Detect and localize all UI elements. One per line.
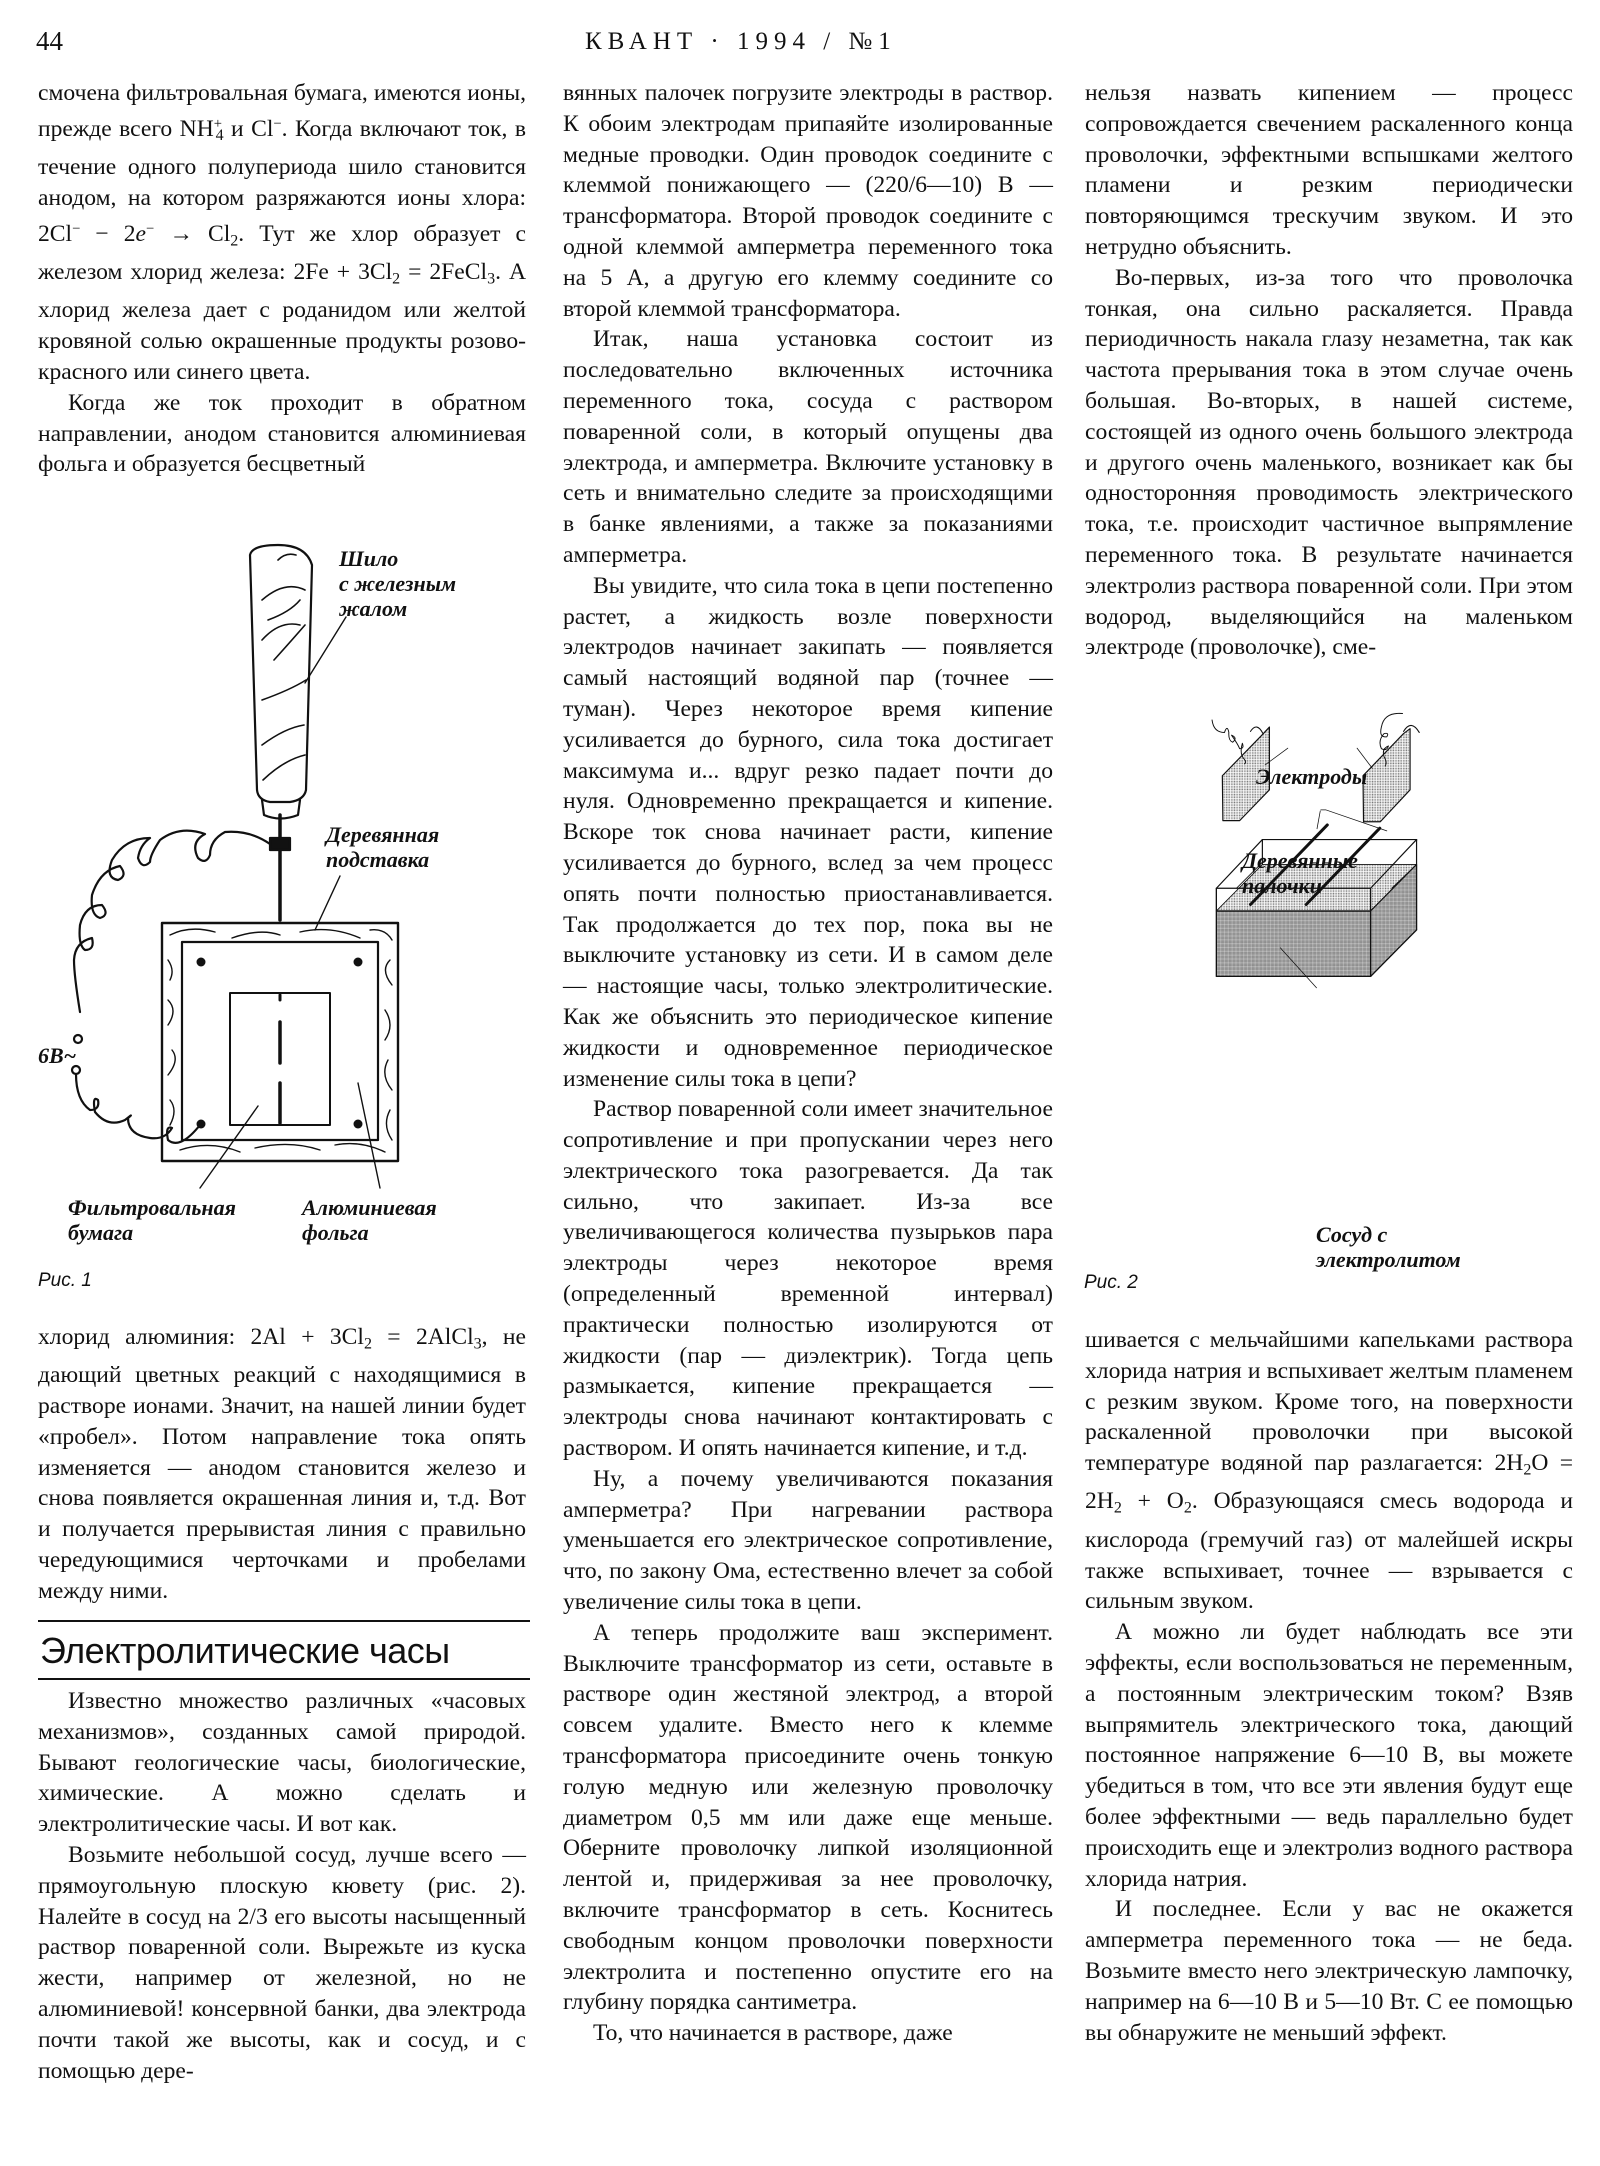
label-line: Деревянные	[1242, 848, 1358, 873]
text: O = 2H	[1085, 1450, 1574, 1515]
paragraph: вянных палочек погрузите электроды в раствор. К обоим электродам припаяйте изолированные медные проводки. Один проводок соедините с клеммой понижающего — (220/6—10) В — трансформатора. Второй проводок соедините с одной клеммой амперметра переменного тока на 5 А, а другую его клемму соедините со второй клеммой трансформатора.	[563, 80, 1053, 322]
label-line: Шило	[339, 546, 399, 571]
electron-symbol: e	[135, 220, 147, 247]
column-3-top	[1085, 78, 1573, 663]
label-line: Деревянная	[326, 822, 440, 847]
text: = 2FeCl	[400, 259, 488, 286]
paragraph: И последнее. Если у вас не окажется амперметра переменного тока — не беда. Возьмите вместо него электрическую лампочку, например на 6—10 В и 5—10 Вт. С ее помощью вы обнаружите не меньший эффект.	[1085, 1896, 1573, 2046]
paragraph	[38, 78, 526, 388]
label-awl	[339, 546, 456, 621]
text: + O	[1121, 1488, 1184, 1515]
paragraph: Во-первых, из-за того что проволочка тонкая, она сильно раскаляется. Правда периодичность накала глазу незаметна, так как частота прерывания тока в этом случае очень большая. Во-вторых, в нашей системе, состоящей из одного очень большого электрода и другого очень маленького, возникает как бы односторонняя проводимость электрического тока, т.е. происходит частичное выпрямление переменного тока. В результате начинается электролиз раствора поваренной соли. При этом водород, выделяющийся на маленьком электроде (проволочке), сме-	[1085, 264, 1573, 661]
label-filter-paper	[68, 1195, 236, 1245]
text: = 2AlCl	[371, 1324, 474, 1350]
paragraph	[1085, 1325, 1573, 1617]
label-vessel	[1316, 1222, 1461, 1272]
text: → Cl	[154, 220, 231, 247]
label-electrodes: Электроды	[1256, 764, 1368, 789]
label-line: Алюминиевая	[302, 1195, 437, 1220]
subscript: 2	[392, 270, 401, 288]
label-voltage: 6В~	[38, 1043, 77, 1068]
paragraph: нельзя назвать кипением — процесс сопровождается свечением раскаленного конца проволочки, эффектными вспышками желтого пламени и резким периодически повторяющимся трескучим звуком. И это нетрудно объяснить.	[1085, 80, 1573, 260]
paragraph: Раствор поваренной соли имеет значительное сопротивление и при пропускании через него электрического тока разогревается. Да так сильно, что закипает. Из-за все увеличивающегося количества пузырьков пара электроды через некоторое время (определенный временной интервал) практически полностью изолируются от жидкости (пар — диэлектрик). Тогда цепь размыкается, кипение прекращается — электроды снова начинают контактировать с раствором. И опять начинается кипение, и т.д.	[563, 1096, 1053, 1462]
column-3-bottom	[1085, 1325, 1573, 2048]
subscript: 2	[363, 1335, 372, 1353]
figure-2-caption: Рис. 2	[1084, 1272, 1138, 1293]
column-1-bottom	[38, 1686, 526, 2086]
subscript: 4	[215, 127, 224, 145]
text: и Cl	[223, 115, 274, 142]
subscript: 2	[1523, 1461, 1532, 1479]
figure-1-awl-diagram	[0, 520, 540, 1300]
paragraph: Ну, а почему увеличиваются показания амперметра? При нагревании раствора уменьшается его электрическое сопротивление, что, по закону Ома, естественно влечет за собой увеличение силы тока в цепи.	[563, 1465, 1053, 1616]
superscript: +	[213, 115, 222, 132]
label-line: Фильтровальная	[68, 1195, 236, 1220]
superscript: −	[146, 220, 155, 237]
subscript: 2	[1113, 1499, 1122, 1517]
paragraph: Возьмите небольшой сосуд, лучше всего — прямоугольную плоскую кювету (рис. 2). Налейте в сосуд на 2/3 его высоты насыщенный раствор поваренной соли. Вырежьте из куска жести, например от железной, но не алюминиевой! консервной банки, два электрода почти такой же высоты, как и сосуд, и с помощью дере-	[38, 1841, 526, 2084]
text: хлорид алюминия: 2Al + 3Cl	[38, 1324, 364, 1350]
column-1-middle	[38, 1322, 526, 1607]
paragraph: А можно ли будет наблюдать все эти эффекты, если воспользоваться не переменным, а постоянным электрическим током? Взяв выпрямитель электрического тока, дающий постоянное напряжение 6—10 В, вы можете убедиться в том, что все эти явления будут еще более эффектными — ведь параллельно будет происходить еще и электролиз водного раствора хлорида натрия.	[1085, 1619, 1573, 1892]
subscript: 2	[230, 232, 239, 250]
paragraph: То, что начинается в растворе, даже	[593, 2020, 953, 2047]
column-1-top	[38, 78, 526, 480]
awl-handle-outline	[250, 545, 312, 802]
label-line: палочки	[1242, 873, 1322, 898]
paragraph: Вы увидите, что сила тока в цепи постепенно растет, а жидкость возле поверхности электродов начинает закипать — появляется самый настоящий водяной пар (точнее — туман). Через некоторое время кипение усиливается до бурного, сила тока достигает максимума и... вдруг резко падает почти до нуля. Одновременно прекращается и кипение. Вскоре ток снова начинает расти, кипение усиливается до бурного, вслед за чем процесс опять почти полностью приостанавливается. Так продолжается до тех пор, пока вы не выключите установку из сети. И в самом деле — настоящие часы, только электролитические. Как же объяснить это периодическое кипение жидкости и одновременное периодическое изменение силы тока в цепи?	[563, 572, 1053, 1092]
text: . Когда включают ток, в течение одного полупериода шило становится анодом, на котором разряжаются ионы хлора: 2Cl	[38, 115, 526, 247]
section-heading: Электролитические часы	[38, 1620, 530, 1680]
text: смочена фильтровальная бумага, имеются ионы, прежде всего NH	[38, 80, 526, 142]
label-line: бумага	[68, 1220, 134, 1245]
label-line: с железным	[339, 571, 457, 596]
subscript: 3	[487, 270, 496, 288]
subscript: 3	[473, 1335, 482, 1353]
text: шивается с мельчайшими капельками раствора хлорида натрия и вспыхивает желтым пламенем с резким звуком. Кроме того, на поверхности раскаленной проволочки при высокой температуре водяной пар разлагается: 2H	[1085, 1327, 1573, 1477]
label-line: фольга	[302, 1220, 369, 1245]
paragraph: А теперь продолжите ваш эксперимент. Выключите трансформатор из сети, оставьте в растворе один жестяной электрод, а второй совсем удалите. Вместо него к клемме трансформатора присоедините очень тонкую голую медную или железную проволочку диаметром 0,5 мм или даже еще меньше. Оберните проволочку липкой изоляционной лентой и, придерживая за нее проволочку, включите трансформатор в сеть. Коснитесь свободным концом проволочки поверхности электролита и постепенно опустите его на глубину порядка сантиметра.	[563, 1619, 1053, 2016]
page-number: 44	[36, 26, 63, 56]
label-wooden-stand	[326, 822, 439, 872]
label-line: подставка	[326, 847, 430, 872]
figure-1-caption: Рис. 1	[38, 1270, 92, 1291]
text: . Тут же хлор образует с железом хлорид железа: 2Fe + 3Cl	[38, 220, 527, 286]
label-line: электролитом	[1316, 1247, 1461, 1272]
paragraph	[38, 1322, 526, 1607]
superscript: −	[72, 220, 81, 237]
running-head: КВАНТ · 1994 / №1	[585, 28, 897, 55]
text: , не дающий цветных реакций с находящимися в растворе ионами. Значит, на нашей линии будет «пробел». Потом направление тока опять изменяется — анодом становится железо и снова появляется окрашенная линия и, т.д. Вот и получается прерывистая линия с правильно чередующимися черточками и пробелами между ними.	[38, 1324, 526, 1604]
paragraph: Когда же ток проходит в обратном направлении, анодом становится алюминиевая фольга и образуется бесцветный	[38, 389, 526, 478]
superscript: −	[273, 115, 282, 132]
label-wooden-sticks	[1242, 848, 1358, 898]
paragraph: Итак, наша установка состоит из последовательно включенных источника переменного тока, сосуда с раствором поваренной соли, в который опущены два электрода, и амперметра. Включите установку в сеть и внимательно следите за происходящими в банке явлениями, а также за показаниями амперметра.	[563, 326, 1053, 568]
subscript: 2	[1183, 1499, 1192, 1517]
text: − 2	[80, 220, 136, 247]
label-aluminum-foil	[302, 1195, 437, 1245]
text: . А хлорид железа дает с роданидом или желтой кровяной солью окрашенные продукты розово-красного или синего цвета.	[38, 259, 526, 385]
text: . Образующаяся смесь водорода и кислорода (гремучий газ) от малейшей искры также вспыхивает, точнее — взрывается с сильным звуком.	[1085, 1488, 1573, 1615]
column-2	[563, 78, 1053, 2049]
label-line: Сосуд с	[1316, 1222, 1388, 1247]
paragraph: Известно множество различных «часовых механизмов», созданных самой природой. Бывают геологические часы, биологические, химические. А можно сделать и электролитические часы. И вот как.	[38, 1688, 526, 1838]
label-line: жалом	[339, 596, 408, 621]
